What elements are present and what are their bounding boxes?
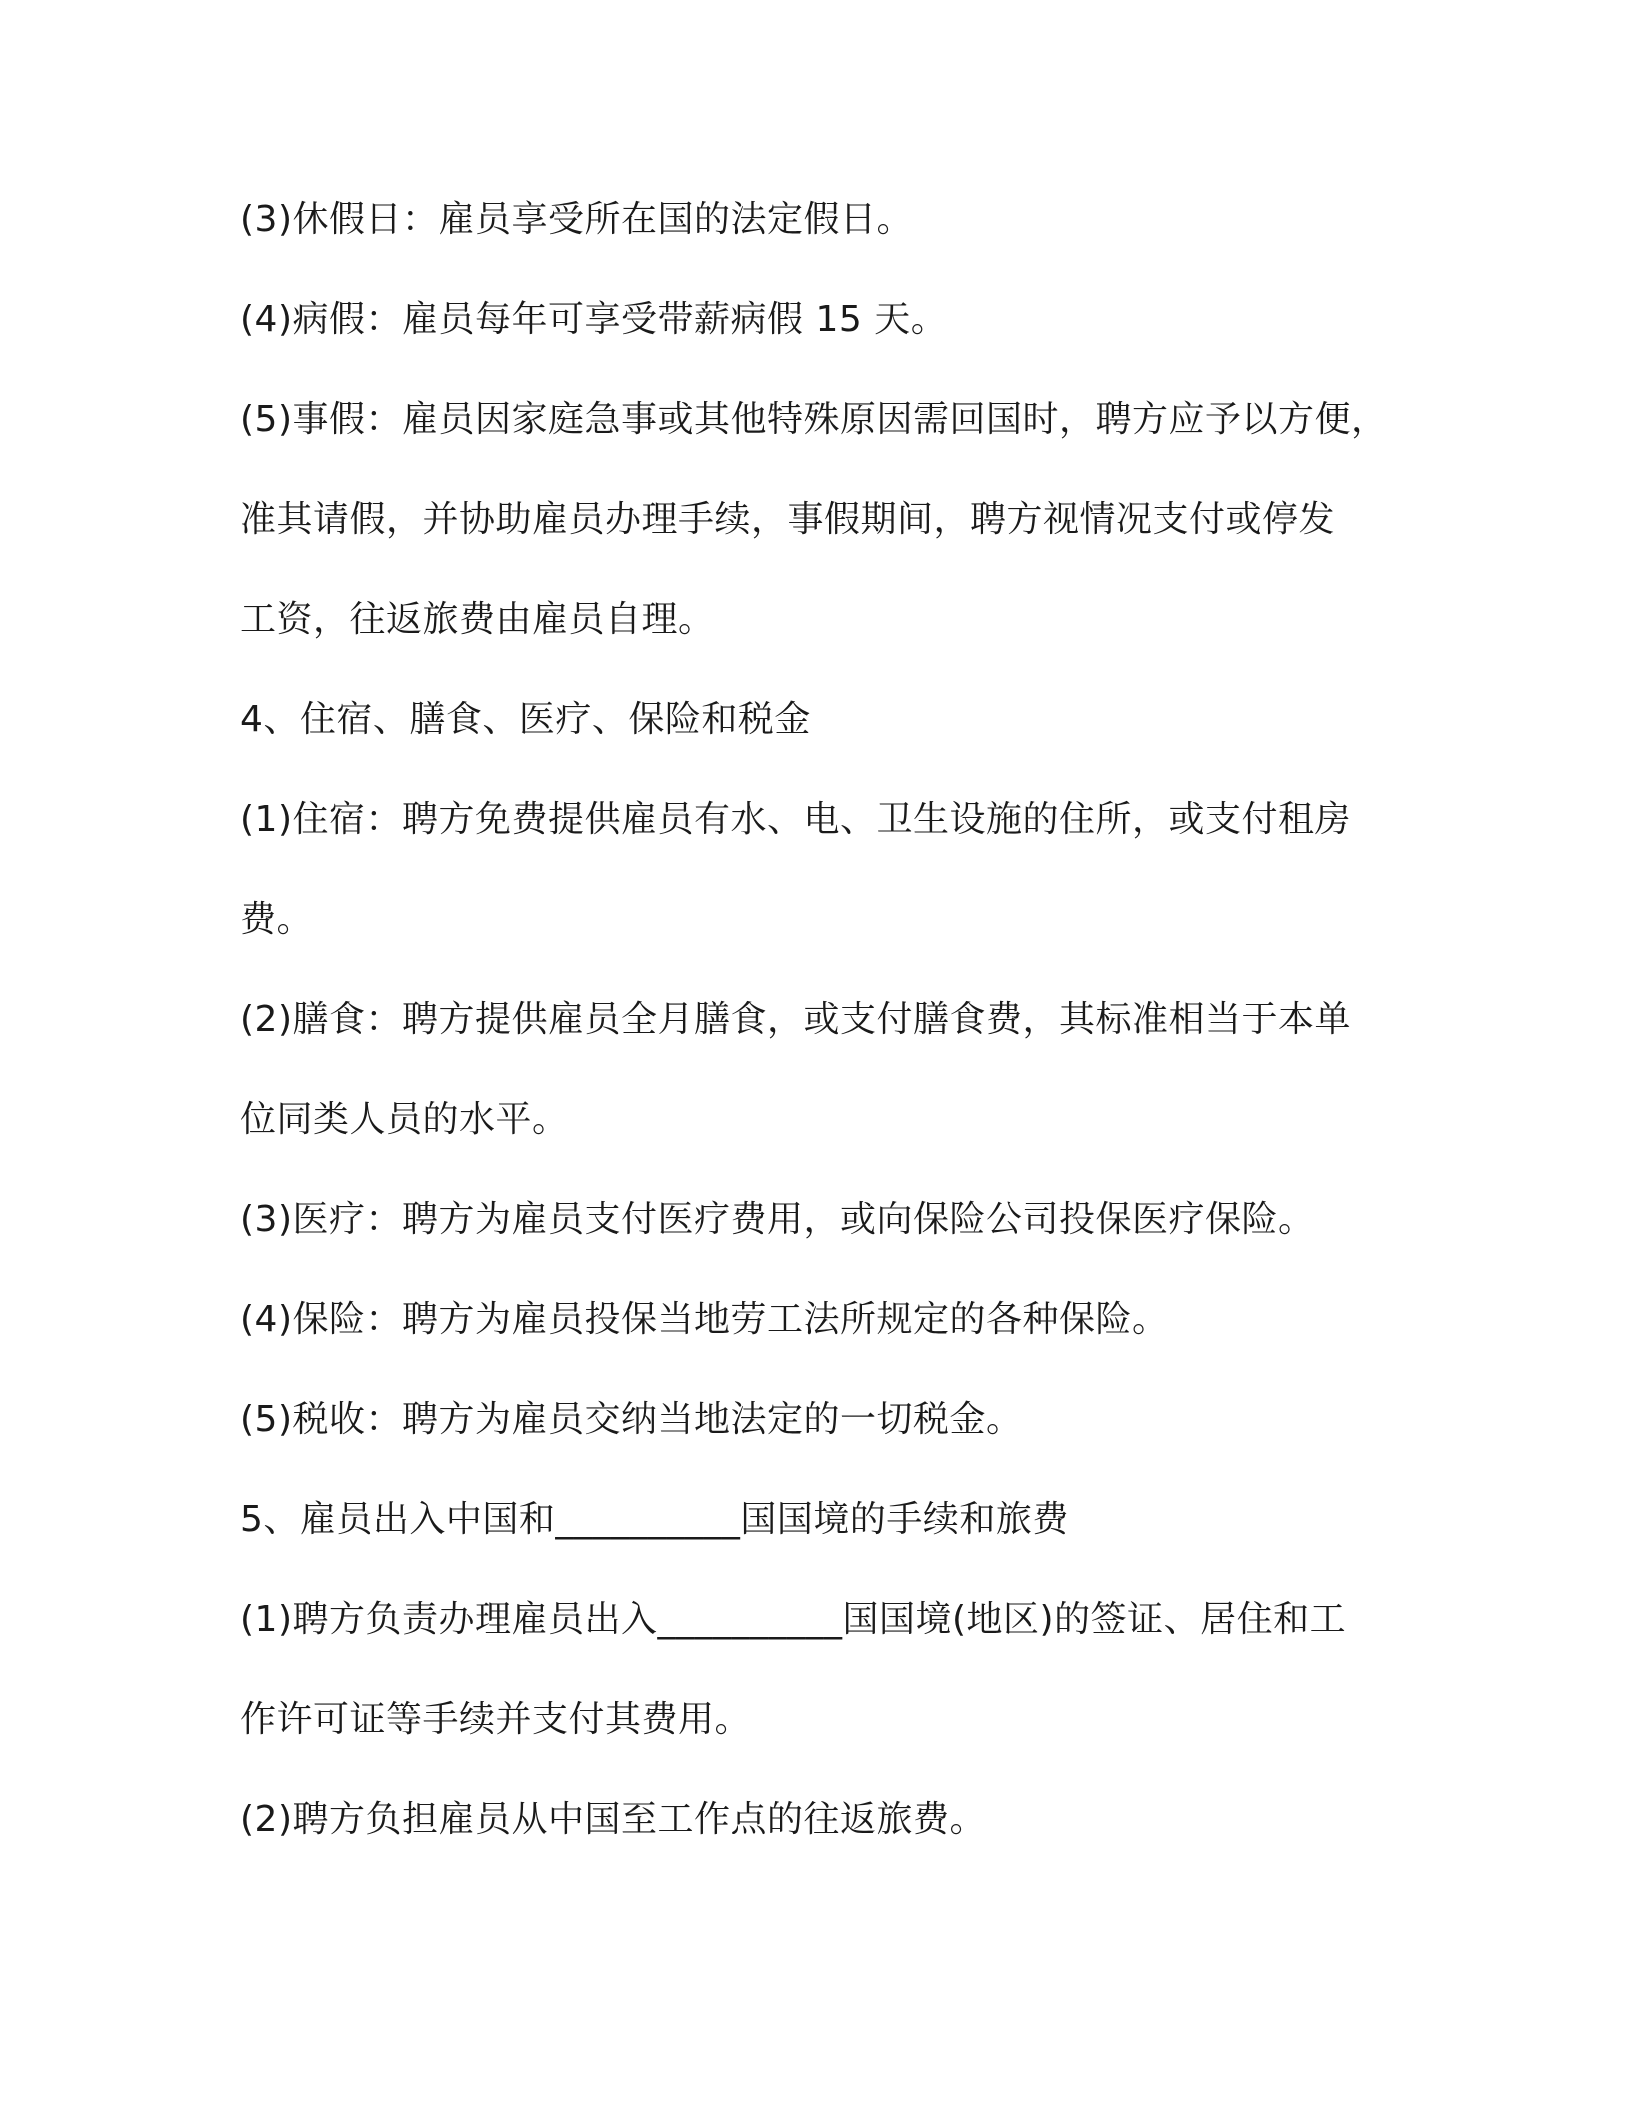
text-line: 准其请假，并协助雇员办理手续，事假期间，聘方视情况支付或停发 — [240, 499, 1336, 540]
text-line: (1)聘方负责办理雇员出入__________国国境(地区)的签证、居住和工 — [240, 1599, 1347, 1640]
section-heading: 5、雇员出入中国和__________国国境的手续和旅费 — [240, 1499, 1069, 1540]
text-line: 位同类人员的水平。 — [240, 1099, 569, 1140]
text-line: (4)病假：雇员每年可享受带薪病假 15 天。 — [240, 299, 948, 340]
text-line: (5)事假：雇员因家庭急事或其他特殊原因需回国时，聘方应予以方便， — [240, 399, 1388, 440]
document-body — [240, 190, 1400, 1890]
text-line: (2)膳食：聘方提供雇员全月膳食，或支付膳食费，其标准相当于本单 — [240, 999, 1351, 1040]
section-heading: 4、住宿、膳食、医疗、保险和税金 — [240, 699, 811, 740]
text-line: 工资，往返旅费由雇员自理。 — [240, 599, 715, 640]
text-line: (1)住宿：聘方免费提供雇员有水、电、卫生设施的住所，或支付租房 — [240, 799, 1351, 840]
text-line: (3)休假日：雇员享受所在国的法定假日。 — [240, 199, 913, 240]
text-line: 作许可证等手续并支付其费用。 — [240, 1699, 752, 1740]
text-line: (4)保险：聘方为雇员投保当地劳工法所规定的各种保险。 — [240, 1299, 1169, 1340]
text-line: (2)聘方负担雇员从中国至工作点的往返旅费。 — [240, 1799, 986, 1840]
text-line: (5)税收：聘方为雇员交纳当地法定的一切税金。 — [240, 1399, 1023, 1440]
text-line: 费。 — [240, 899, 314, 940]
text-line: (3)医疗：聘方为雇员支付医疗费用，或向保险公司投保医疗保险。 — [240, 1199, 1315, 1240]
